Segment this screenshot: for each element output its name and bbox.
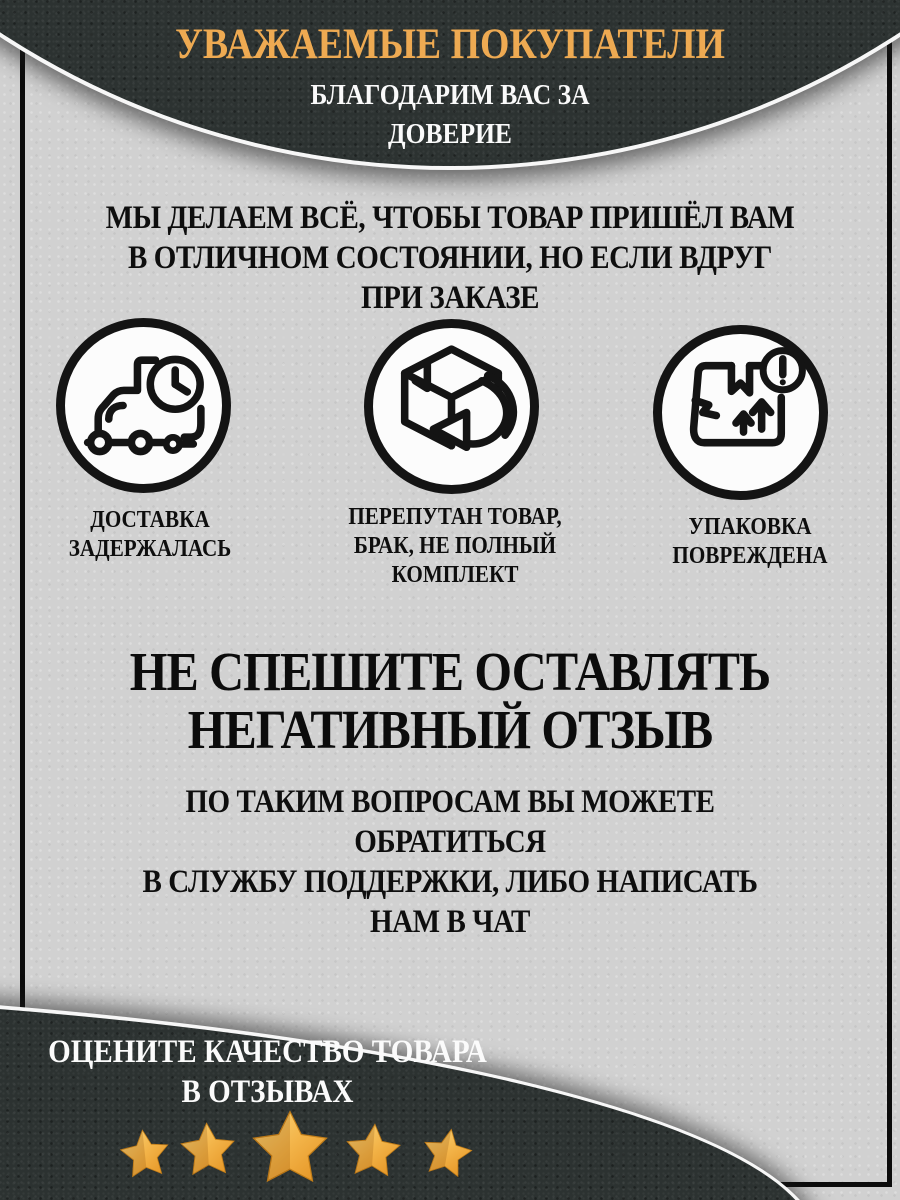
delivery-icon-circle <box>56 318 231 493</box>
damaged-icon-circle <box>653 325 828 500</box>
delivery-label <box>44 506 255 564</box>
mixup-label-line-2: БРАК, НЕ ПОЛНЫЙ <box>353 533 557 559</box>
intro-line-3: ПРИ ЗАКАЗЕ <box>360 280 540 316</box>
package-return-icon <box>376 331 527 482</box>
support-paragraph <box>94 782 807 942</box>
subtitle-line-2: ДОВЕРИЕ <box>388 118 512 150</box>
star-icon <box>417 1124 477 1184</box>
delivery-label-line-1: ДОСТАВКА <box>90 507 210 533</box>
footer-cta <box>45 1032 489 1112</box>
mixup-label-line-3: КОМПЛЕКТ <box>391 562 519 588</box>
star-icon <box>116 1126 173 1183</box>
warning-heading <box>107 643 793 759</box>
subtitle-line-1: БЛАГОДАРИМ ВАС ЗА <box>310 79 590 111</box>
mixup-label-line-1: ПЕРЕПУТАН ТОВАР, <box>348 504 562 530</box>
intro-line-1: МЫ ДЕЛАЕМ ВСЁ, ЧТОБЫ ТОВАР ПРИШЁЛ ВАМ <box>105 200 795 236</box>
frame-line-right <box>887 0 892 1187</box>
warning-line-1: НЕ СПЕШИТЕ ОСТАВЛЯТЬ <box>129 641 771 702</box>
delivery-label-line-2: ЗАДЕРЖАЛАСЬ <box>68 536 232 562</box>
support-line-1: ПО ТАКИМ ВОПРОСАМ ВЫ МОЖЕТЕ ОБРАТИТЬСЯ <box>185 784 715 860</box>
damaged-package-icon <box>665 337 816 488</box>
damaged-label <box>636 513 865 571</box>
damaged-label-line-2: ПОВРЕЖДЕНА <box>672 543 828 569</box>
mixup-label <box>336 503 574 590</box>
support-line-2: В СЛУЖБУ ПОДДЕРЖКИ, ЛИБО НАПИСАТЬ <box>142 864 758 900</box>
page-subtitle <box>54 76 846 154</box>
footer-cta-line-2: В ОТЗЫВАХ <box>181 1074 354 1110</box>
intro-line-2: В ОТЛИЧНОМ СОСТОЯНИИ, НО ЕСЛИ ВДРУГ <box>128 240 772 276</box>
support-line-3: НАМ В ЧАТ <box>369 904 530 940</box>
star-icon <box>250 1110 330 1190</box>
intro-paragraph <box>98 198 802 318</box>
page-title: УВАЖАЕМЫЕ ПОКУПАТЕЛИ <box>175 21 725 68</box>
footer-cta-line-1: ОЦЕНИТЕ КАЧЕСТВО ТОВАРА <box>48 1034 487 1070</box>
damaged-label-line-1: УПАКОВКА <box>688 514 812 540</box>
mixup-icon-circle <box>364 319 539 494</box>
warning-line-2: НЕГАТИВНЫЙ ОТЗЫВ <box>187 699 713 760</box>
delivery-truck-clock-icon <box>68 330 219 481</box>
star-icon <box>178 1121 239 1182</box>
star-icon <box>342 1121 404 1183</box>
